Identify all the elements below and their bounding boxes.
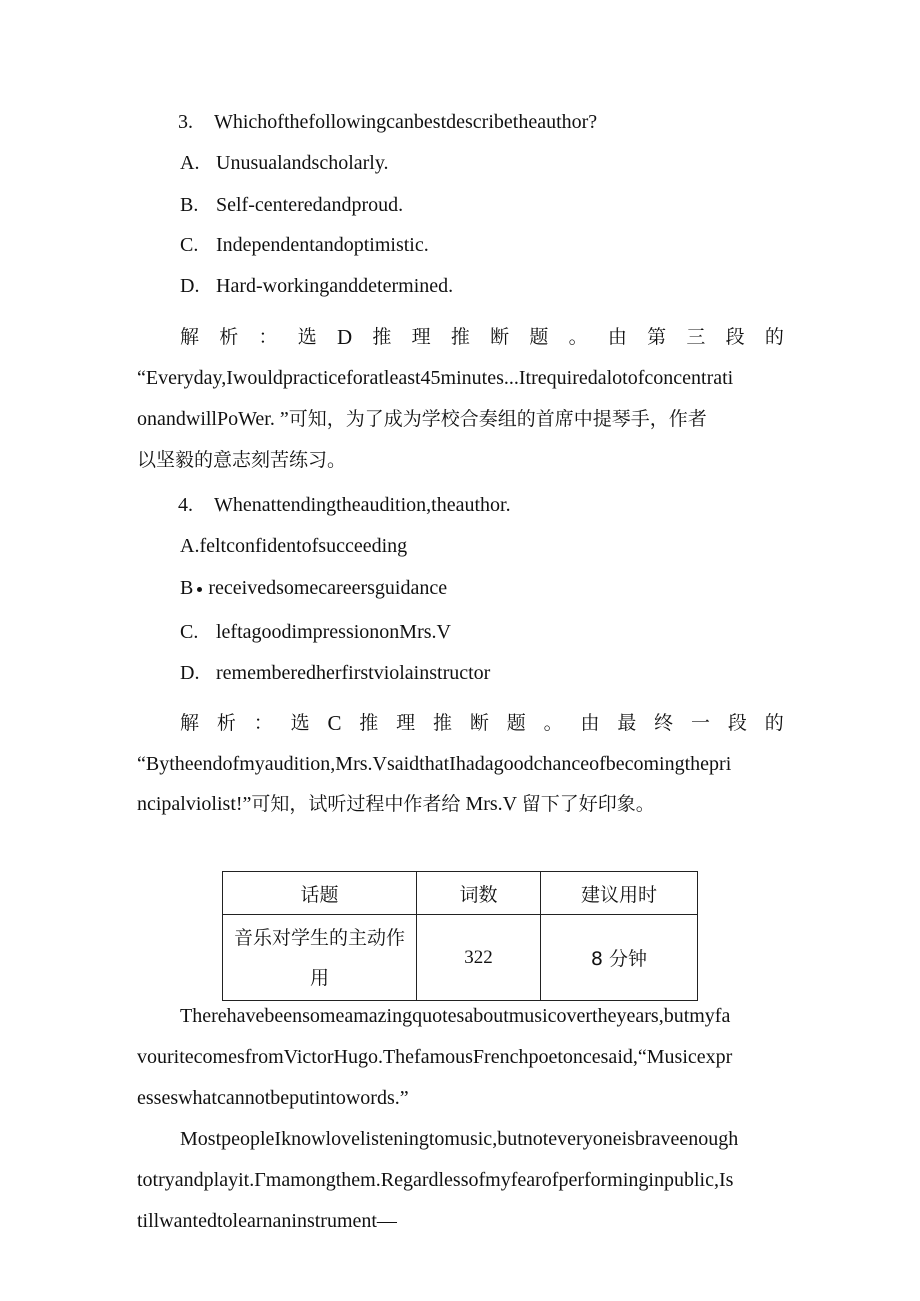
passage-p1-line1: Therehavebeensomeamazingquotesaboutmusicovertheyears,butmyfa <box>180 1005 731 1027</box>
question-number: 4. <box>178 494 193 516</box>
table-row <box>223 915 698 1001</box>
passage-info-table <box>222 871 698 1001</box>
question-number: 3. <box>178 111 193 133</box>
passage-p2-line1: MostpeopleIknowlovelisteningtomusic,butnoteveryoneisbraveenough <box>180 1128 739 1150</box>
option-b: B receivedsomecareersguidance <box>180 577 448 599</box>
analysis-3-heading: 解 析 ： 选 D 推 理 推 断 题 。 由 第 三 段 的 <box>180 325 784 349</box>
passage-p1-line3: esseswhatcannotbeputintowords.” <box>137 1087 409 1109</box>
option-c: C. Independentandoptimistic. <box>180 234 429 256</box>
analysis-4-line3: ncipalviolist!”可知，试听过程中作者给 Mrs.V 留下了好印象。 <box>137 793 655 815</box>
option-a: A.feltconfidentofsucceeding <box>180 535 408 557</box>
question-text: Whichofthefollowingcanbestdescribetheauthor? <box>214 111 598 133</box>
option-d: D. Hard-workinganddetermined. <box>180 275 454 297</box>
header-topic: 话题 <box>223 872 417 915</box>
time-cell: 8 分钟 <box>541 915 698 1001</box>
analysis-3-quote: “Everyday,Iwouldpracticeforatleast45minutes...Itrequiredalotofconcentrati <box>137 367 734 389</box>
word-count-cell: 322 <box>417 915 541 1001</box>
header-suggested-time: 建议用时 <box>541 872 698 915</box>
question-text: Whenattendingtheaudition,theauthor. <box>214 494 511 516</box>
passage-p1-line2: vouritecomesfromVictorHugo.ThefamousFrenchpoetoncesaid,“Musicexpr <box>137 1046 733 1068</box>
topic-cell: 音乐对学生的主动作用 <box>223 915 417 1001</box>
analysis-4-quote: “Bytheendofmyaudition,Mrs.VsaidthatIhadagoodchanceofbecomingthepri <box>137 753 732 775</box>
question-4 <box>178 491 511 519</box>
passage-p2-line3: tillwantedtolearnaninstrument— <box>137 1210 397 1232</box>
analysis-3-line3: onandwillPoWer. ”可知，为了成为学校合奏组的首席中提琴手，作者 <box>137 408 707 430</box>
option-d: D. rememberedherfirstviolainstructor <box>180 662 491 684</box>
table-header-row <box>223 872 698 915</box>
analysis-4-heading: 解 析 ： 选 C 推 理 推 断 题 。 由 最 终 一 段 的 <box>180 711 784 735</box>
option-b: B. Self-centeredandproud. <box>180 194 404 216</box>
option-a: A. Unusualandscholarly. <box>180 152 389 174</box>
question-3 <box>178 108 597 136</box>
analysis-3-line4: 以坚毅的意志刻苦练习。 <box>137 449 347 471</box>
option-c: C. leftagoodimpressiononMrs.V <box>180 621 451 643</box>
passage-p2-line2: totryandplayit.Γmamongthem.Regardlessofmyfearofperforminginpublic,Is <box>137 1169 734 1191</box>
bullet-dot-icon <box>197 587 202 592</box>
header-word-count: 词数 <box>417 872 541 915</box>
